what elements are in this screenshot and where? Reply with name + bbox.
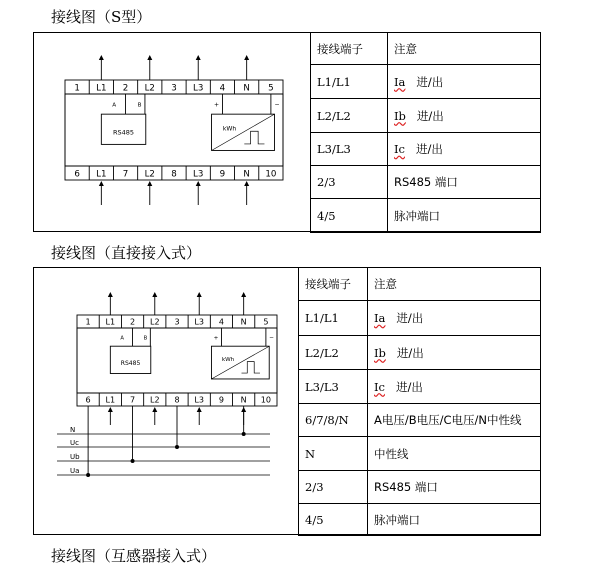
junction-dot xyxy=(131,459,135,463)
rs485-b-label: B xyxy=(137,102,142,109)
terminal-label-bottom: 6 xyxy=(74,169,80,180)
table-header-terminal: 接线端子 xyxy=(311,33,388,65)
terminal-cell: 2/3 xyxy=(311,166,388,199)
table-row xyxy=(299,301,541,336)
terminal-label-top: 4 xyxy=(219,83,226,94)
terminal-notes-table-direct xyxy=(298,267,541,536)
terminal-label-top: 3 xyxy=(174,317,180,327)
output-arrow-head xyxy=(152,292,157,297)
output-arrow-head xyxy=(108,292,113,297)
terminal-label-top: L1 xyxy=(96,83,107,94)
terminal-cell: L1/L1 xyxy=(311,65,388,99)
note-cell: Ib 进/出 xyxy=(388,99,541,133)
junction-dot xyxy=(86,473,90,477)
terminal-cell: L1/L1 xyxy=(299,301,368,336)
bus-label: Ua xyxy=(70,467,80,475)
note-cell: RS485 端口 xyxy=(368,471,541,504)
pulse-plus-label: + xyxy=(213,335,219,342)
terminal-label-top: 2 xyxy=(129,317,136,327)
terminal-label-top: 5 xyxy=(263,317,269,327)
terminal-label-top: L1 xyxy=(105,317,116,327)
terminal-label-top: L3 xyxy=(193,83,204,94)
bus-label: N xyxy=(70,426,76,434)
note-cell: Ib 进/出 xyxy=(368,336,541,370)
table-row xyxy=(299,370,541,404)
note-cell: 中性线 xyxy=(368,437,541,471)
note-cell: A电压/B电压/C电压/N中性线 xyxy=(368,404,541,437)
terminal-cell: N xyxy=(299,437,368,471)
note-cell: RS485 端口 xyxy=(388,166,541,199)
table-header-note: 注意 xyxy=(388,33,541,65)
terminal-label-top: 3 xyxy=(171,83,177,94)
rs485-label: RS485 xyxy=(113,128,135,137)
pulse-minus-label: − xyxy=(274,101,280,109)
terminal-label-bottom: N xyxy=(243,169,250,180)
terminal-cell: 4/5 xyxy=(299,504,368,536)
terminal-label-bottom: 7 xyxy=(129,395,136,405)
junction-dot xyxy=(175,445,179,449)
section-3-heading: 接线图（互感器接入式） xyxy=(51,547,217,565)
terminal-label-top: L2 xyxy=(149,317,160,327)
note-cell: Ia 进/出 xyxy=(368,301,541,336)
terminal-label-bottom: L1 xyxy=(105,395,116,405)
terminal-label-bottom: L1 xyxy=(96,169,107,180)
section-1-heading: 接线图（S型） xyxy=(51,8,152,26)
terminal-label-bottom: 9 xyxy=(219,169,226,180)
table-row xyxy=(299,404,541,437)
terminal-label-top: 5 xyxy=(268,83,274,94)
terminal-label-bottom: L3 xyxy=(194,395,205,405)
table-header-note: 注意 xyxy=(368,268,541,301)
table-row xyxy=(299,437,541,471)
terminal-label-top: N xyxy=(243,83,250,94)
note-cell: Ia 进/出 xyxy=(388,65,541,99)
terminal-label-top: 4 xyxy=(218,317,225,327)
input-arrow-head xyxy=(108,407,113,412)
terminal-cell: L3/L3 xyxy=(299,370,368,404)
terminal-cell: 6/7/8/N xyxy=(299,404,368,437)
rs485-label: RS485 xyxy=(120,359,141,367)
rs485-a-label: A xyxy=(120,335,124,342)
note-cell: 脉冲端口 xyxy=(368,504,541,536)
terminal-label-bottom: 8 xyxy=(174,395,180,405)
terminal-cell: L2/L2 xyxy=(311,99,388,133)
terminal-label-top: N xyxy=(240,317,247,327)
rs485-b-label: B xyxy=(143,335,148,342)
section-2-heading: 接线图（直接接入式） xyxy=(51,244,202,262)
terminal-label-bottom: 7 xyxy=(122,169,129,180)
terminal-label-top: 2 xyxy=(122,83,129,94)
terminal-cell: L2/L2 xyxy=(299,336,368,370)
terminal-label-top: 1 xyxy=(85,317,91,327)
input-arrow-head xyxy=(197,407,202,412)
table-header-terminal: 接线端子 xyxy=(299,268,368,301)
output-arrow-head xyxy=(241,292,246,297)
bus-label: Uc xyxy=(70,439,79,447)
table-row xyxy=(299,504,541,536)
terminal-label-bottom: L2 xyxy=(149,395,160,405)
pulse-minus-label: − xyxy=(269,335,274,342)
terminal-cell: 4/5 xyxy=(311,199,388,233)
terminal-label-bottom: 10 xyxy=(265,169,277,180)
terminal-label-bottom: 6 xyxy=(85,395,91,405)
terminal-label-bottom: 8 xyxy=(171,169,177,180)
terminal-label-top: L3 xyxy=(194,317,205,327)
terminal-label-top: L2 xyxy=(144,83,155,94)
output-arrow-head xyxy=(197,292,202,297)
terminal-label-bottom: L3 xyxy=(193,169,204,180)
junction-dot xyxy=(242,432,246,436)
kwh-label: kWh xyxy=(221,356,235,363)
terminal-label-bottom: 10 xyxy=(260,395,272,405)
bus-label: Ub xyxy=(70,453,80,461)
terminal-label-top: 1 xyxy=(74,83,80,94)
terminal-cell: L3/L3 xyxy=(311,133,388,166)
terminal-label-bottom: 9 xyxy=(218,395,225,405)
note-cell: Ic 进/出 xyxy=(388,133,541,166)
rs485-a-label: A xyxy=(112,102,117,109)
note-cell: 脉冲端口 xyxy=(388,199,541,233)
table-row xyxy=(299,471,541,504)
note-cell: Ic 进/出 xyxy=(368,370,541,404)
input-arrow-head xyxy=(152,407,157,412)
terminal-label-bottom: L2 xyxy=(144,169,155,180)
kwh-label: kWh xyxy=(222,125,237,133)
table-row xyxy=(299,336,541,370)
terminal-cell: 2/3 xyxy=(299,471,368,504)
pulse-plus-label: + xyxy=(213,101,220,109)
terminal-label-bottom: N xyxy=(240,395,247,405)
